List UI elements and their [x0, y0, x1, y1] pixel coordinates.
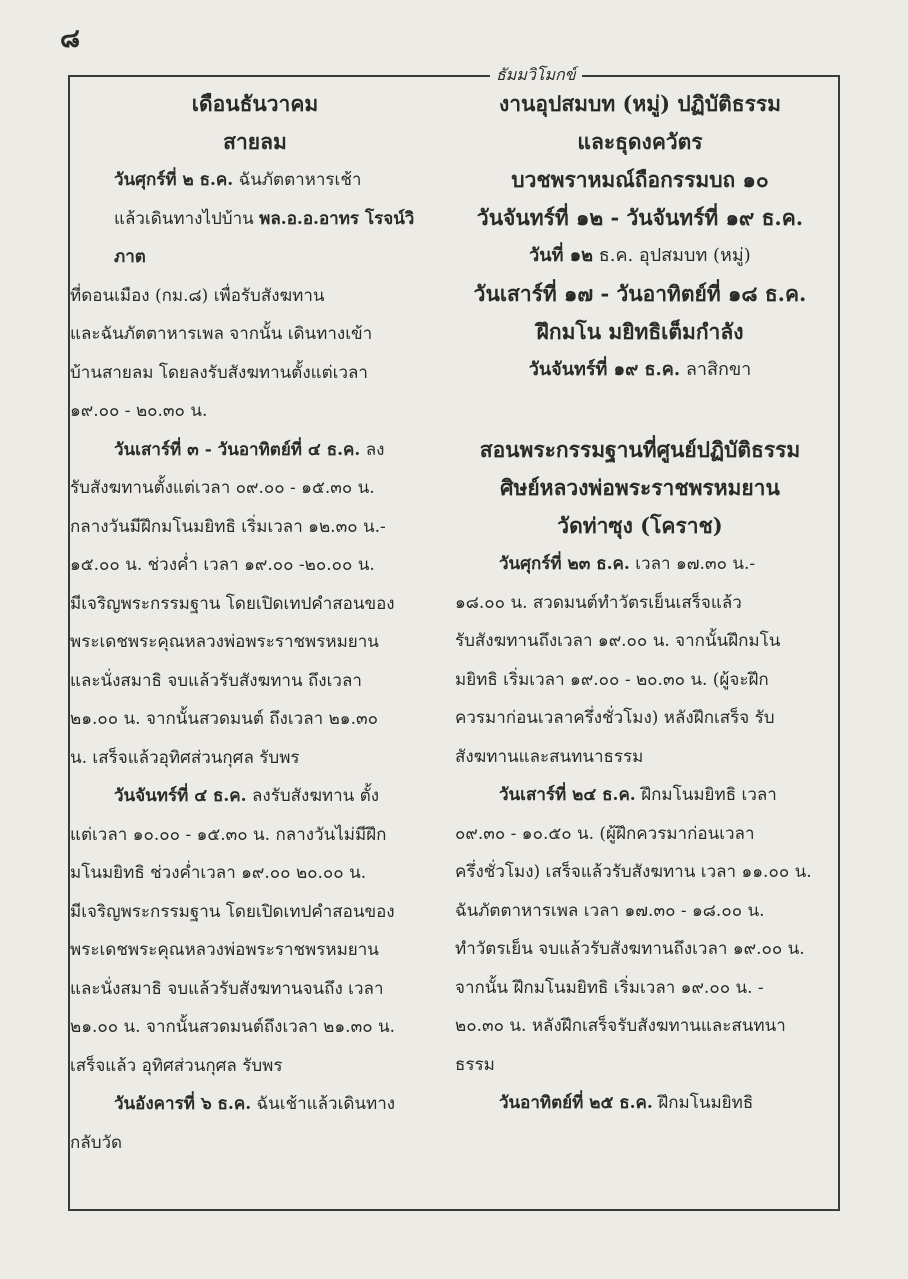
- line-text: ฉันภัตตาหารเช้า: [233, 170, 362, 190]
- line-text: ๒๑.๐๐ น. จากนั้นสวดมนต์ ถึงเวลา ๒๑.๓๐: [70, 709, 378, 729]
- line-text: ๑๙.๐๐ - ๒๐.๓๐ น.: [70, 401, 208, 421]
- text-line: [70, 854, 440, 893]
- line-text: พระเดชพระคุณหลวงพ่อพระราชพรหมยาน: [70, 940, 379, 960]
- text-line: [70, 1124, 440, 1163]
- text-line: [70, 315, 440, 354]
- date-label: วันจันทร์ที่ ๔ ธ.ค.: [114, 786, 247, 806]
- text-line: [70, 1047, 440, 1086]
- text-line: [70, 277, 440, 316]
- line-text: ๐๙.๓๐ - ๑๐.๕๐ น. (ผู้ฝึกควรมาก่อนเวลา: [455, 823, 755, 844]
- text-line: [70, 662, 440, 701]
- line-text: ควรมาก่อนเวลาครึ่งชั่วโมง) หลังฝึกเสร็จ รับ: [455, 708, 775, 728]
- precepts-heading: บวชพราหมณ์ถือกรรมบถ ๑๐: [511, 167, 769, 192]
- text-line: [70, 392, 440, 431]
- running-header: ธัมมวิโมกข์: [490, 63, 582, 88]
- line-text: มีเจริญพระกรรมฐาน โดยเปิดเทปคำสอนของ: [70, 593, 395, 614]
- date-label: วันอังคารที่ ๖ ธ.ค.: [114, 1094, 252, 1114]
- text-line: [70, 469, 440, 508]
- ordination-heading: งานอุปสมบท (หมู่) ปฏิบัติธรรม: [499, 91, 781, 116]
- left-text: [70, 161, 440, 1162]
- line-text: น. เสร็จแล้วอุทิศส่วนกุศล รับพร: [70, 747, 300, 768]
- text-line: [455, 699, 825, 738]
- meditation-heading: สอนพระกรรมฐานที่ศูนย์ปฏิบัติธรรม: [479, 437, 801, 462]
- text-line: [70, 777, 440, 816]
- right-column: [455, 85, 825, 1123]
- text-line: [70, 970, 440, 1009]
- text-line: [455, 545, 825, 584]
- line-text: กลับวัด: [70, 1132, 123, 1153]
- text-line: [70, 893, 440, 932]
- line-text: มยิทธิ เริ่มเวลา ๑๙.๐๐ - ๒๐.๓๐ น. (ผู้จะฝึก: [455, 669, 769, 690]
- text-line: [455, 1046, 825, 1085]
- page-number: ๘: [60, 24, 81, 54]
- date-label: วันศุกร์ที่ ๒๓ ธ.ค.: [499, 554, 630, 574]
- line-text: จากนั้น ฝึกมโนมยิทธิ เริ่มเวลา ๑๙.๐๐ น. -: [455, 977, 764, 998]
- text-line: [455, 892, 825, 931]
- location-heading: สายลม: [223, 129, 287, 154]
- text-line: [70, 700, 440, 739]
- date-label: วันอาทิตย์ที่ ๒๕ ธ.ค.: [499, 1093, 653, 1113]
- line-text: กลางวันมีฝึกมโนมยิทธิ เริ่มเวลา ๑๒.๓๐ น.-: [70, 516, 386, 537]
- training-heading: ฝึกมโน มยิทธิเต็มกำลัง: [536, 319, 744, 344]
- text-line: [455, 815, 825, 854]
- line-text: แต่เวลา ๑๐.๐๐ - ๑๕.๓๐ น. กลางวันไม่มีฝึก: [70, 824, 387, 845]
- date-range-heading: วันจันทร์ที่ ๑๒ - วันจันทร์ที่ ๑๙ ธ.ค.: [476, 205, 804, 230]
- text-line: [70, 739, 440, 778]
- line-text: พระเดชพระคุณหลวงพ่อพระราชพรหมยาน: [70, 632, 379, 652]
- line-text: มโนมยิทธิ ช่วงค่ำเวลา ๑๙.๐๐ ๒๐.๐๐ น.: [70, 863, 367, 883]
- line-text: ธรรม: [455, 1054, 495, 1075]
- text-line: [70, 931, 440, 970]
- text-line: [455, 930, 825, 969]
- line-text: ลง: [360, 439, 385, 460]
- line-text: ๑๘.๐๐ น. สวดมนต์ทำวัตรเย็นเสร็จแล้ว: [455, 592, 742, 613]
- disrobe-date: วันจันทร์ที่ ๑๙ ธ.ค.: [528, 359, 681, 380]
- text-line: [455, 969, 825, 1008]
- line-text: ๒๑.๐๐ น. จากนั้นสวดมนต์ถึงเวลา ๒๑.๓๐ น.: [70, 1017, 396, 1037]
- line-text: เสร็จแล้ว อุทิศส่วนกุศล รับพร: [70, 1055, 283, 1076]
- meditation-subheading: ศิษย์หลวงพ่อพระราชพรหมยาน: [500, 475, 780, 500]
- text-line: [70, 200, 440, 277]
- temple-heading: วัดท่าซุง (โคราช): [557, 513, 723, 538]
- ordination-subheading: และธุดงควัตร: [577, 129, 703, 154]
- text-line: [455, 1084, 825, 1123]
- line-text: มีเจริญพระกรรมฐาน โดยเปิดเทปคำสอนของ: [70, 901, 395, 922]
- line-text: รับสังฆทานตั้งแต่เวลา ๐๙.๐๐ - ๑๕.๓๐ น.: [70, 478, 375, 498]
- text-line: [70, 1008, 440, 1047]
- ordination-day-text: ธ.ค. อุปสมบท (หมู่): [593, 245, 751, 266]
- text-line: [70, 623, 440, 662]
- disrobe-line: [455, 351, 825, 389]
- content-frame: [68, 65, 840, 1211]
- text-line: [455, 661, 825, 700]
- text-line: [70, 161, 440, 200]
- line-text: ฝึกมโนมยิทธิ: [652, 1093, 754, 1113]
- line-text: ฉันภัตตาหารเพล เวลา ๑๗.๓๐ - ๑๘.๐๐ น.: [455, 900, 765, 921]
- line-text: ฉันเช้าแล้วเดินทาง: [251, 1094, 396, 1114]
- ordination-day-line: [455, 237, 825, 275]
- line-text: และนั่งสมาธิ จบแล้วรับสังฆทาน ถึงเวลา: [70, 670, 362, 691]
- line-text: และนั่งสมาธิ จบแล้วรับสังฆทานจนถึง เวลา: [70, 978, 384, 999]
- text-line: [70, 508, 440, 547]
- line-text: ครึ่งชั่วโมง) เสร็จแล้วรับสังฆทาน เวลา ๑๑.๐๐ น.: [455, 862, 812, 882]
- text-line: [70, 585, 440, 624]
- text-line: [455, 738, 825, 777]
- text-line: [70, 354, 440, 393]
- text-line: [455, 1007, 825, 1046]
- date-label: พล.อ.อ.อาทร โรจน์วิภาต: [114, 208, 415, 267]
- line-text: ลงรับสังฆทาน ตั้ง: [246, 786, 380, 806]
- text-line: [70, 816, 440, 855]
- text-line: [455, 584, 825, 623]
- text-line: [455, 776, 825, 815]
- line-text: สังฆทานและสนทนาธรรม: [455, 746, 644, 767]
- disrobe-text: ลาสิกขา: [680, 359, 752, 380]
- ordination-day-date: วันที่ ๑๒: [529, 245, 594, 266]
- text-line: [70, 546, 440, 585]
- date-label: วันเสาร์ที่ ๒๔ ธ.ค.: [499, 785, 636, 805]
- line-text: รับสังฆทานถึงเวลา ๑๙.๐๐ น. จากนั้นฝึกมโน: [455, 631, 781, 651]
- line-text: แล้วเดินทางไปบ้าน: [114, 208, 260, 229]
- line-text: ทำวัตรเย็น จบแล้วรับสังฆทานถึงเวลา ๑๙.๐๐ น.: [455, 939, 805, 959]
- left-column: [70, 85, 440, 1162]
- line-text: และฉันภัตตาหารเพล จากนั้น เดินทางเข้า: [70, 324, 373, 344]
- line-text: ที่ดอนเมือง (กม.๘) เพื่อรับสังฆทาน: [70, 285, 325, 306]
- date-label: วันศุกร์ที่ ๒ ธ.ค.: [114, 170, 234, 190]
- line-text: ฝึกมโนมยิทธิ เวลา: [635, 785, 777, 805]
- date-label: วันเสาร์ที่ ๓ - วันอาทิตย์ที่ ๔ ธ.ค.: [114, 439, 361, 460]
- text-line: [70, 1085, 440, 1124]
- right-text: [455, 545, 825, 1123]
- weekend-range-heading: วันเสาร์ที่ ๑๗ - วันอาทิตย์ที่ ๑๘ ธ.ค.: [473, 281, 807, 306]
- line-text: บ้านสายลม โดยลงรับสังฆทานตั้งแต่เวลา: [70, 362, 368, 383]
- line-text: ๒๐.๓๐ น. หลังฝึกเสร็จรับสังฆทานและสนทนา: [455, 1016, 786, 1036]
- month-heading: เดือนธันวาคม: [191, 91, 319, 116]
- line-text: ๑๕.๐๐ น. ช่วงค่ำ เวลา ๑๙.๐๐ -๒๐.๐๐ น.: [70, 555, 375, 575]
- text-line: [70, 431, 440, 470]
- text-line: [455, 622, 825, 661]
- text-line: [455, 853, 825, 892]
- line-text: เวลา ๑๗.๓๐ น.-: [629, 554, 756, 574]
